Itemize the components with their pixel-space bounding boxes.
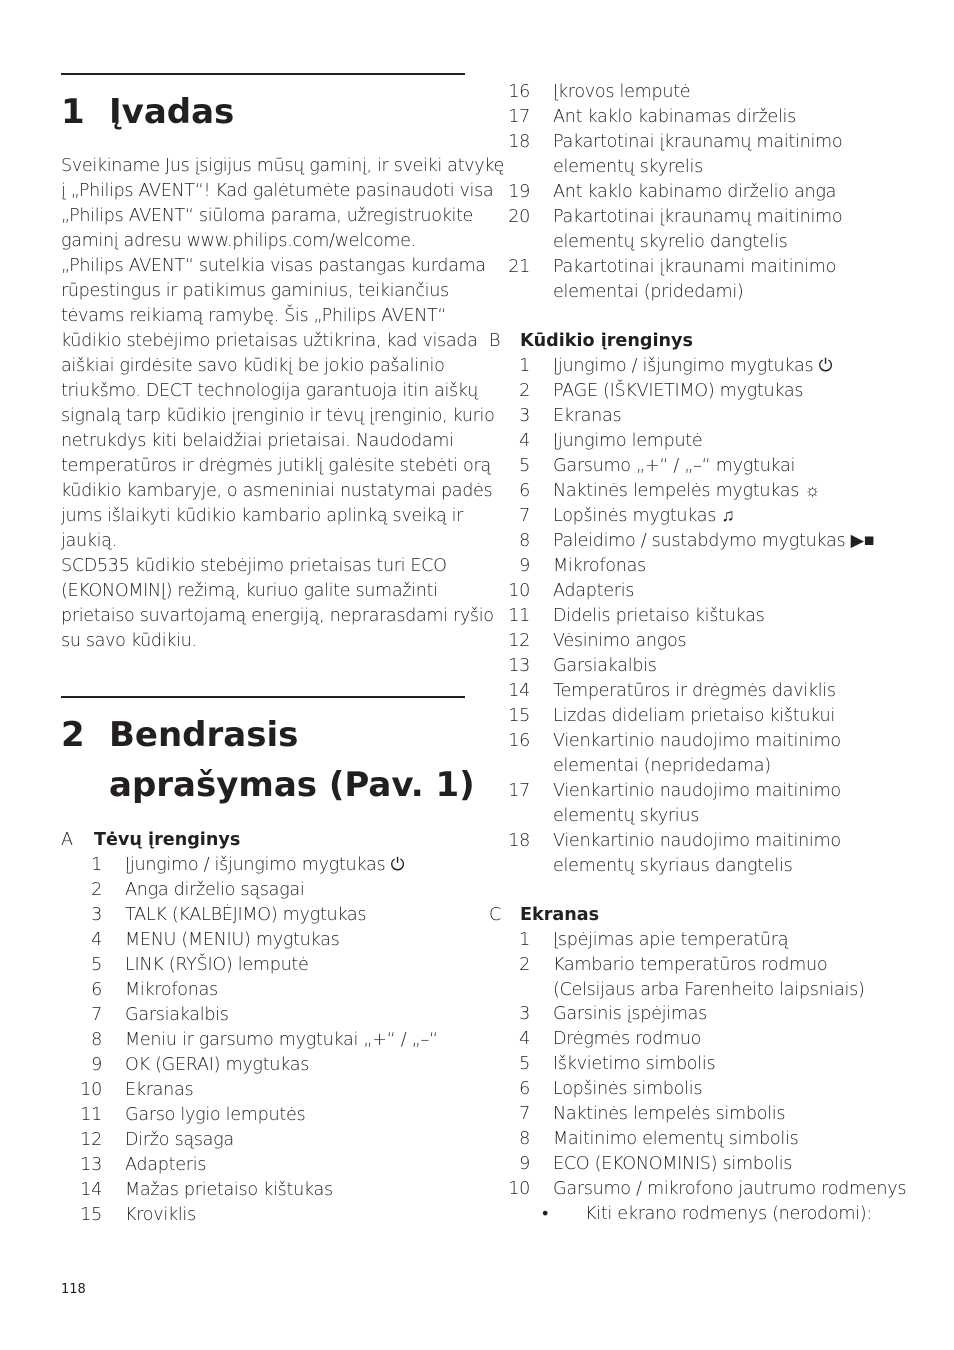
item-number: 6 [519,481,530,501]
item-text: Lopšinės mygtukas ♫ [553,506,735,526]
item-text-cont: elementai (nepridedama) [553,756,771,776]
item-text: Kiti ekrano rodmenys (nerodomi): [585,1204,873,1224]
item-text: PAGE (IŠKVIETIMO) mygtukas [553,381,804,401]
item-number: 17 [508,781,530,801]
item-number: 8 [519,531,530,551]
group-title: Kūdikio įrenginys [520,331,693,351]
item-number: 16 [508,82,530,102]
item-text: Ant kaklo kabinamo dirželio anga [553,182,837,202]
paragraph-line: „Philips AVENT“ siūloma parama, užregistruokite [61,206,474,226]
group-title: Tėvų įrenginys [94,830,241,850]
paragraph-line: su savo kūdikiu. [61,631,197,651]
item-number: 11 [508,606,530,626]
section-title: Įvadas [109,92,235,132]
item-number: 8 [91,1030,102,1050]
item-text: ECO (EKONOMINIS) simbolis [553,1154,793,1174]
item-text: Garsumo / mikrofono jautrumo rodmenys [553,1179,907,1199]
item-number: 18 [508,831,530,851]
item-text-cont: elementų skyrius [553,806,700,826]
item-number: 13 [80,1155,102,1175]
item-text: Drėgmės rodmuo [553,1029,702,1049]
paragraph-line: SCD535 kūdikio stebėjimo prietaisas turi ECO [61,556,447,576]
item-number: 10 [508,581,530,601]
paragraph-line: (EKONOMINĮ) režimą, kuriuo galite sumažinti [61,581,438,601]
item-text: Paleidimo / sustabdymo mygtukas ▶■ [553,531,875,551]
section-divider [61,696,465,698]
item-text: Iškvietimo simbolis [553,1054,716,1074]
item-number: 7 [91,1005,102,1025]
item-number: 9 [91,1055,102,1075]
item-number: 17 [508,107,530,127]
item-number: 15 [80,1205,102,1225]
item-number: 8 [519,1129,530,1149]
item-number: 4 [519,1029,530,1049]
item-number: 15 [508,706,530,726]
item-number: 18 [508,132,530,152]
item-text: Lizdas dideliam prietaiso kištukui [553,706,835,726]
item-number: 1 [519,930,530,950]
paragraph-line: kūdikio stebėjimo prietaisas užtikrina, kad visada [61,331,478,351]
item-text: Įjungimo / išjungimo mygtukas ⏻ [553,356,833,376]
item-text: Vienkartinio naudojimo maitinimo [553,731,841,751]
item-number: 2 [519,381,530,401]
item-text: Pakartotinai įkraunami maitinimo [553,257,837,277]
item-text: Temperatūros ir drėgmės daviklis [553,681,836,701]
item-text: Vienkartinio naudojimo maitinimo [553,781,841,801]
section-number: 1 [61,92,85,132]
paragraph-line: jums išlaikyti kūdikio kambario aplinką sveiką ir [61,506,464,526]
item-number: 10 [80,1080,102,1100]
item-number: 4 [91,930,102,950]
paragraph-line: triukšmo. DECT technologija garantuoja itin aiškų [61,381,478,401]
item-text: Įjungimo lemputė [553,431,703,451]
paragraph-line: „Philips AVENT“ sutelkia visas pastangas kurdama [61,256,486,276]
item-number: 5 [91,955,102,975]
section-title: aprašymas (Pav. 1) [109,765,475,805]
item-number: 12 [508,631,530,651]
item-text: Lopšinės simbolis [553,1079,703,1099]
item-text: TALK (KALBĖJIMO) mygtukas [125,905,367,925]
item-text-cont: elementų skyrelio dangtelis [553,232,788,252]
item-text: Kambario temperatūros rodmuo [553,955,828,975]
section-number: 2 [61,715,85,755]
item-text-cont: elementai (pridedami) [553,282,744,302]
item-text: Naktinės lempelės mygtukas ☼ [553,481,821,501]
paragraph-line: į „Philips AVENT“! Kad galėtumėte pasinaudoti visa [61,181,494,201]
item-number: 3 [91,905,102,925]
item-number: 4 [519,431,530,451]
group-title: Ekranas [520,905,600,925]
item-text: Pakartotinai įkraunamų maitinimo [553,132,843,152]
item-number: 2 [519,955,530,975]
item-text: Garsiakalbis [125,1005,229,1025]
item-text: Garsiakalbis [553,656,657,676]
group-letter: A [61,830,74,850]
paragraph-line: aiškiai girdėsite savo kūdikį be jokio pašalinio [61,356,445,376]
item-number: 6 [91,980,102,1000]
item-text: Garso lygio lemputės [125,1105,306,1125]
item-number: 9 [519,1154,530,1174]
intro-paragraph [61,154,504,654]
item-text: Kroviklis [125,1205,196,1225]
item-number: 3 [519,1004,530,1024]
item-text: Adapteris [553,581,635,601]
group-letter: C [489,905,502,925]
paragraph-line: signalą tarp kūdikio įrenginio ir tėvų įrenginio, kurio [61,406,495,426]
paragraph-line: temperatūros ir drėgmės jutiklį galėsite stebėti orą [61,456,491,476]
section-divider [61,73,465,75]
item-number: 5 [519,456,530,476]
item-number: 7 [519,1104,530,1124]
item-number: 10 [508,1179,530,1199]
paragraph-line: netrukdys kiti belaidžiai prietaisai. Naudodami [61,431,454,451]
item-number: 6 [519,1079,530,1099]
item-number: 13 [508,656,530,676]
paragraph-line: kūdikio kambaryje, o asmeniniai nustatymai padės [61,481,493,501]
item-text: Didelis prietaiso kištukas [553,606,765,626]
page-number: 118 [61,1282,86,1297]
item-number: 19 [508,182,530,202]
item-number: 5 [519,1054,530,1074]
item-text: OK (GERAI) mygtukas [125,1055,310,1075]
item-number: 12 [80,1130,102,1150]
item-text: MENU (MENIU) mygtukas [125,930,340,950]
item-text: LINK (RYŠIO) lemputė [125,955,309,975]
item-text: Diržo sąsaga [125,1130,234,1150]
item-number: 7 [519,506,530,526]
item-number: 14 [508,681,530,701]
item-text: Mikrofonas [553,556,646,576]
item-text: Maitinimo elementų simbolis [553,1129,799,1149]
item-text: Įjungimo / išjungimo mygtukas ⏻ [125,855,405,875]
bullet-icon: • [542,1204,548,1224]
item-text: Ekranas [125,1080,194,1100]
item-number: 20 [508,207,530,227]
item-text-cont: elementų skyrelis [553,157,703,177]
paragraph-line: prietaiso suvartojamą energiją, neprarasdami ryšio [61,606,494,626]
item-text: Anga dirželio sąsagai [125,880,305,900]
paragraph-line: Sveikiname Jus įsigijus mūsų gaminį, ir sveiki atvykę [61,156,504,176]
item-text: Ant kaklo kabinamas dirželis [553,107,796,127]
item-text: Įspėjimas apie temperatūrą [553,930,789,950]
paragraph-line: tėvams reikiamą ramybę. Šis „Philips AVENT“ [61,306,447,326]
item-number: 2 [91,880,102,900]
item-number: 16 [508,731,530,751]
group-letter: B [489,331,501,351]
item-text: Garsinis įspėjimas [553,1004,708,1024]
item-text: Vienkartinio naudojimo maitinimo [553,831,841,851]
item-text: Naktinės lempelės simbolis [553,1104,786,1124]
item-text: Mikrofonas [125,980,218,1000]
item-text-cont: elementų skyriaus dangtelis [553,856,793,876]
item-text: Įkrovos lemputė [553,82,691,102]
item-number: 1 [91,855,102,875]
item-text-cont: (Celsijaus arba Farenheito laipsniais) [553,980,865,1000]
item-text: Garsumo „+“ / „–“ mygtukai [553,456,796,476]
item-text: Mažas prietaiso kištukas [125,1180,333,1200]
paragraph-line: rūpestingus ir patikimus gaminius, teikiančius [61,281,449,301]
item-text: Adapteris [125,1155,207,1175]
paragraph-line: jaukią. [61,531,117,551]
item-text: Ekranas [553,406,622,426]
item-text: Meniu ir garsumo mygtukai „+“ / „–“ [125,1030,438,1050]
item-text: Pakartotinai įkraunamų maitinimo [553,207,843,227]
item-number: 3 [519,406,530,426]
item-number: 11 [80,1105,102,1125]
item-number: 9 [519,556,530,576]
item-number: 21 [508,257,530,277]
item-text: Vėsinimo angos [553,631,687,651]
section-title: Bendrasis [109,715,299,755]
item-number: 14 [80,1180,102,1200]
item-number: 1 [519,356,530,376]
paragraph-line: gaminį adresu www.philips.com/welcome. [61,231,416,251]
